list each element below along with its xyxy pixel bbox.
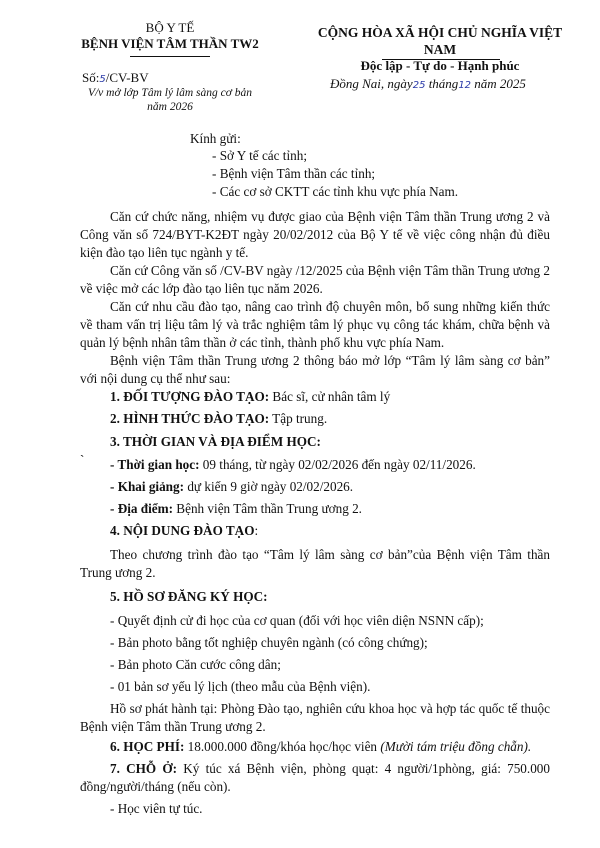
subject-line-2: năm 2026: [147, 101, 193, 113]
date-mid: tháng: [428, 76, 459, 91]
section-1-title: 1. ĐỐI TƯỢNG ĐÀO TẠO:: [110, 389, 270, 404]
list-item: - Bản photo Căn cước công dân;: [110, 657, 281, 672]
section-2-text: Tập trung.: [269, 411, 328, 426]
section-6-text: 18.000.000 đồng/khóa học/học viên: [184, 739, 381, 754]
study-time-label: - Thời gian học:: [110, 457, 200, 472]
paragraph-announcement: Bệnh viện Tâm thần Trung ương 2 thông báo mở lớp “Tâm lý lâm sàng cơ bản” với nội dung cụ thể như sau:: [80, 353, 550, 386]
study-time-text: 09 tháng, từ ngày 02/02/2026 đến ngày 02/11/2026.: [199, 457, 476, 472]
section-4-title: [110, 522, 550, 540]
date-prefix: Đồng Nai, ngày: [330, 76, 413, 91]
location: [110, 500, 550, 518]
section-2: [110, 410, 550, 428]
section-7-text: Ký túc xá Bệnh viện, phòng quạt: 4 người/1phòng, giá: 750.000 đồng/người/tháng (nếu còn).: [80, 761, 550, 794]
subject-line: [50, 86, 290, 114]
national-motto: Độc lập - Tự do - Hạnh phúc: [360, 58, 520, 73]
section-5-title: [110, 588, 550, 606]
salutation: Kính gửi:: [190, 131, 241, 146]
section-7-title: 7. CHỖ Ở:: [110, 761, 178, 776]
issuer-underline: [130, 56, 210, 57]
section-5-heading: 5. HỒ SƠ ĐĂNG KÝ HỌC:: [110, 589, 268, 604]
paragraph-basis-1: Căn cứ chức năng, nhiệm vụ được giao của Bệnh viện Tâm thần Trung ương 2 và Công văn số 724/BYT-K2ĐT ngày 20/02/2012 của Bộ Y tế về việc công nhận đủ điều kiện đào tạo liên tục ngành y tế.: [80, 209, 550, 260]
section-2-title: 2. HÌNH THỨC ĐÀO TẠO:: [110, 411, 270, 426]
subject-line-1: V/v mở lớp Tâm lý lâm sàng cơ bản: [87, 87, 253, 99]
date-suffix: năm 2025: [474, 76, 526, 91]
section-5-note: Hồ sơ phát hành tại: Phòng Đào tạo, nghiên cứu khoa học và hợp tác quốc tế thuộc Bệnh viện Tâm thần Trung ương 2.: [80, 701, 550, 734]
study-time: [110, 456, 550, 474]
ministry-name: BỘ Y TẾ: [145, 20, 195, 35]
national-header: [305, 24, 575, 74]
opening-label: - Khai giảng:: [110, 479, 185, 494]
section-7: [80, 760, 550, 796]
stray-mark: `: [80, 452, 85, 467]
section-6-title: 6. HỌC PHÍ:: [110, 739, 185, 754]
list-item: - Quyết định cử đi học của cơ quan (đối với học viên diện NSNN cấp);: [110, 613, 484, 628]
opening-text: dự kiến 9 giờ ngày 02/02/2026.: [184, 479, 354, 494]
doc-no-suffix: /CV-BV: [105, 70, 149, 85]
doc-no-handwritten: 5: [99, 74, 106, 85]
hospital-name: BỆNH VIỆN TÂM THẦN TW2: [81, 36, 259, 51]
list-item: - 01 bản sơ yếu lý lịch (theo mẫu của Bệnh viện).: [110, 679, 371, 694]
location-text: Bệnh viện Tâm thần Trung ương 2.: [173, 501, 362, 516]
section-1-text: Bác sĩ, cử nhân tâm lý: [269, 389, 391, 404]
opening: [110, 478, 550, 496]
document-number: [82, 70, 282, 86]
section-4-heading: 4. NỘI DUNG ĐÀO TẠO: [110, 523, 255, 538]
section-3-heading: 3. THỜI GIAN VÀ ĐỊA ĐIỂM HỌC:: [110, 434, 321, 449]
section-6: [110, 738, 550, 756]
paragraph-basis-2: Căn cứ Công văn số /CV-BV ngày /12/2025 của Bệnh viện Tâm thần Trung ương 2 về việc mở các lớp đào tạo liên tục năm 2026.: [80, 263, 550, 296]
section-3-title: [110, 433, 550, 451]
recipient-item: - Các cơ sở CKTT các tỉnh khu vực phía Nam.: [212, 184, 459, 199]
section-4-text: Theo chương trình đào tạo “Tâm lý lâm sàng cơ bản”của Bệnh viện Tâm thần Trung ương 2.: [80, 547, 550, 580]
paragraph-basis-3: Căn cứ nhu cầu đào tạo, nâng cao trình độ chuyên môn, bổ sung những kiến thức về tham vấn trị liệu tâm lý và trắc nghiệm tâm lý phục vụ công tác khám, chữa bệnh và quản lý bệnh nhân tâm thần ở các tỉnh, thành phố khu vực phía Nam.: [80, 299, 550, 350]
recipient-list: [212, 147, 458, 201]
section-6-amount-words: (Mười tám triệu đồng chẵn).: [380, 739, 532, 754]
list-item: - Bản photo bằng tốt nghiệp chuyên ngành (có công chứng);: [110, 635, 428, 650]
recipient-item: - Bệnh viện Tâm thần các tỉnh;: [212, 166, 376, 181]
section-4-colon: :: [254, 523, 259, 538]
issuer-block: [50, 20, 290, 52]
registration-docs-list: [110, 610, 550, 698]
issue-date: [330, 76, 590, 92]
motto-underline: [382, 59, 500, 60]
recipient-item: - Sở Y tế các tỉnh;: [212, 148, 307, 163]
section-1: [110, 388, 550, 406]
date-month-handwritten: 12: [458, 80, 472, 91]
country-name: CỘNG HÒA XÃ HỘI CHỦ NGHĨA VIỆT NAM: [317, 25, 563, 57]
location-label: - Địa điểm:: [110, 501, 173, 516]
date-day-handwritten: 25: [412, 80, 426, 91]
section-7-item: - Học viên tự túc.: [110, 801, 203, 816]
doc-no-prefix: Số:: [82, 70, 100, 85]
